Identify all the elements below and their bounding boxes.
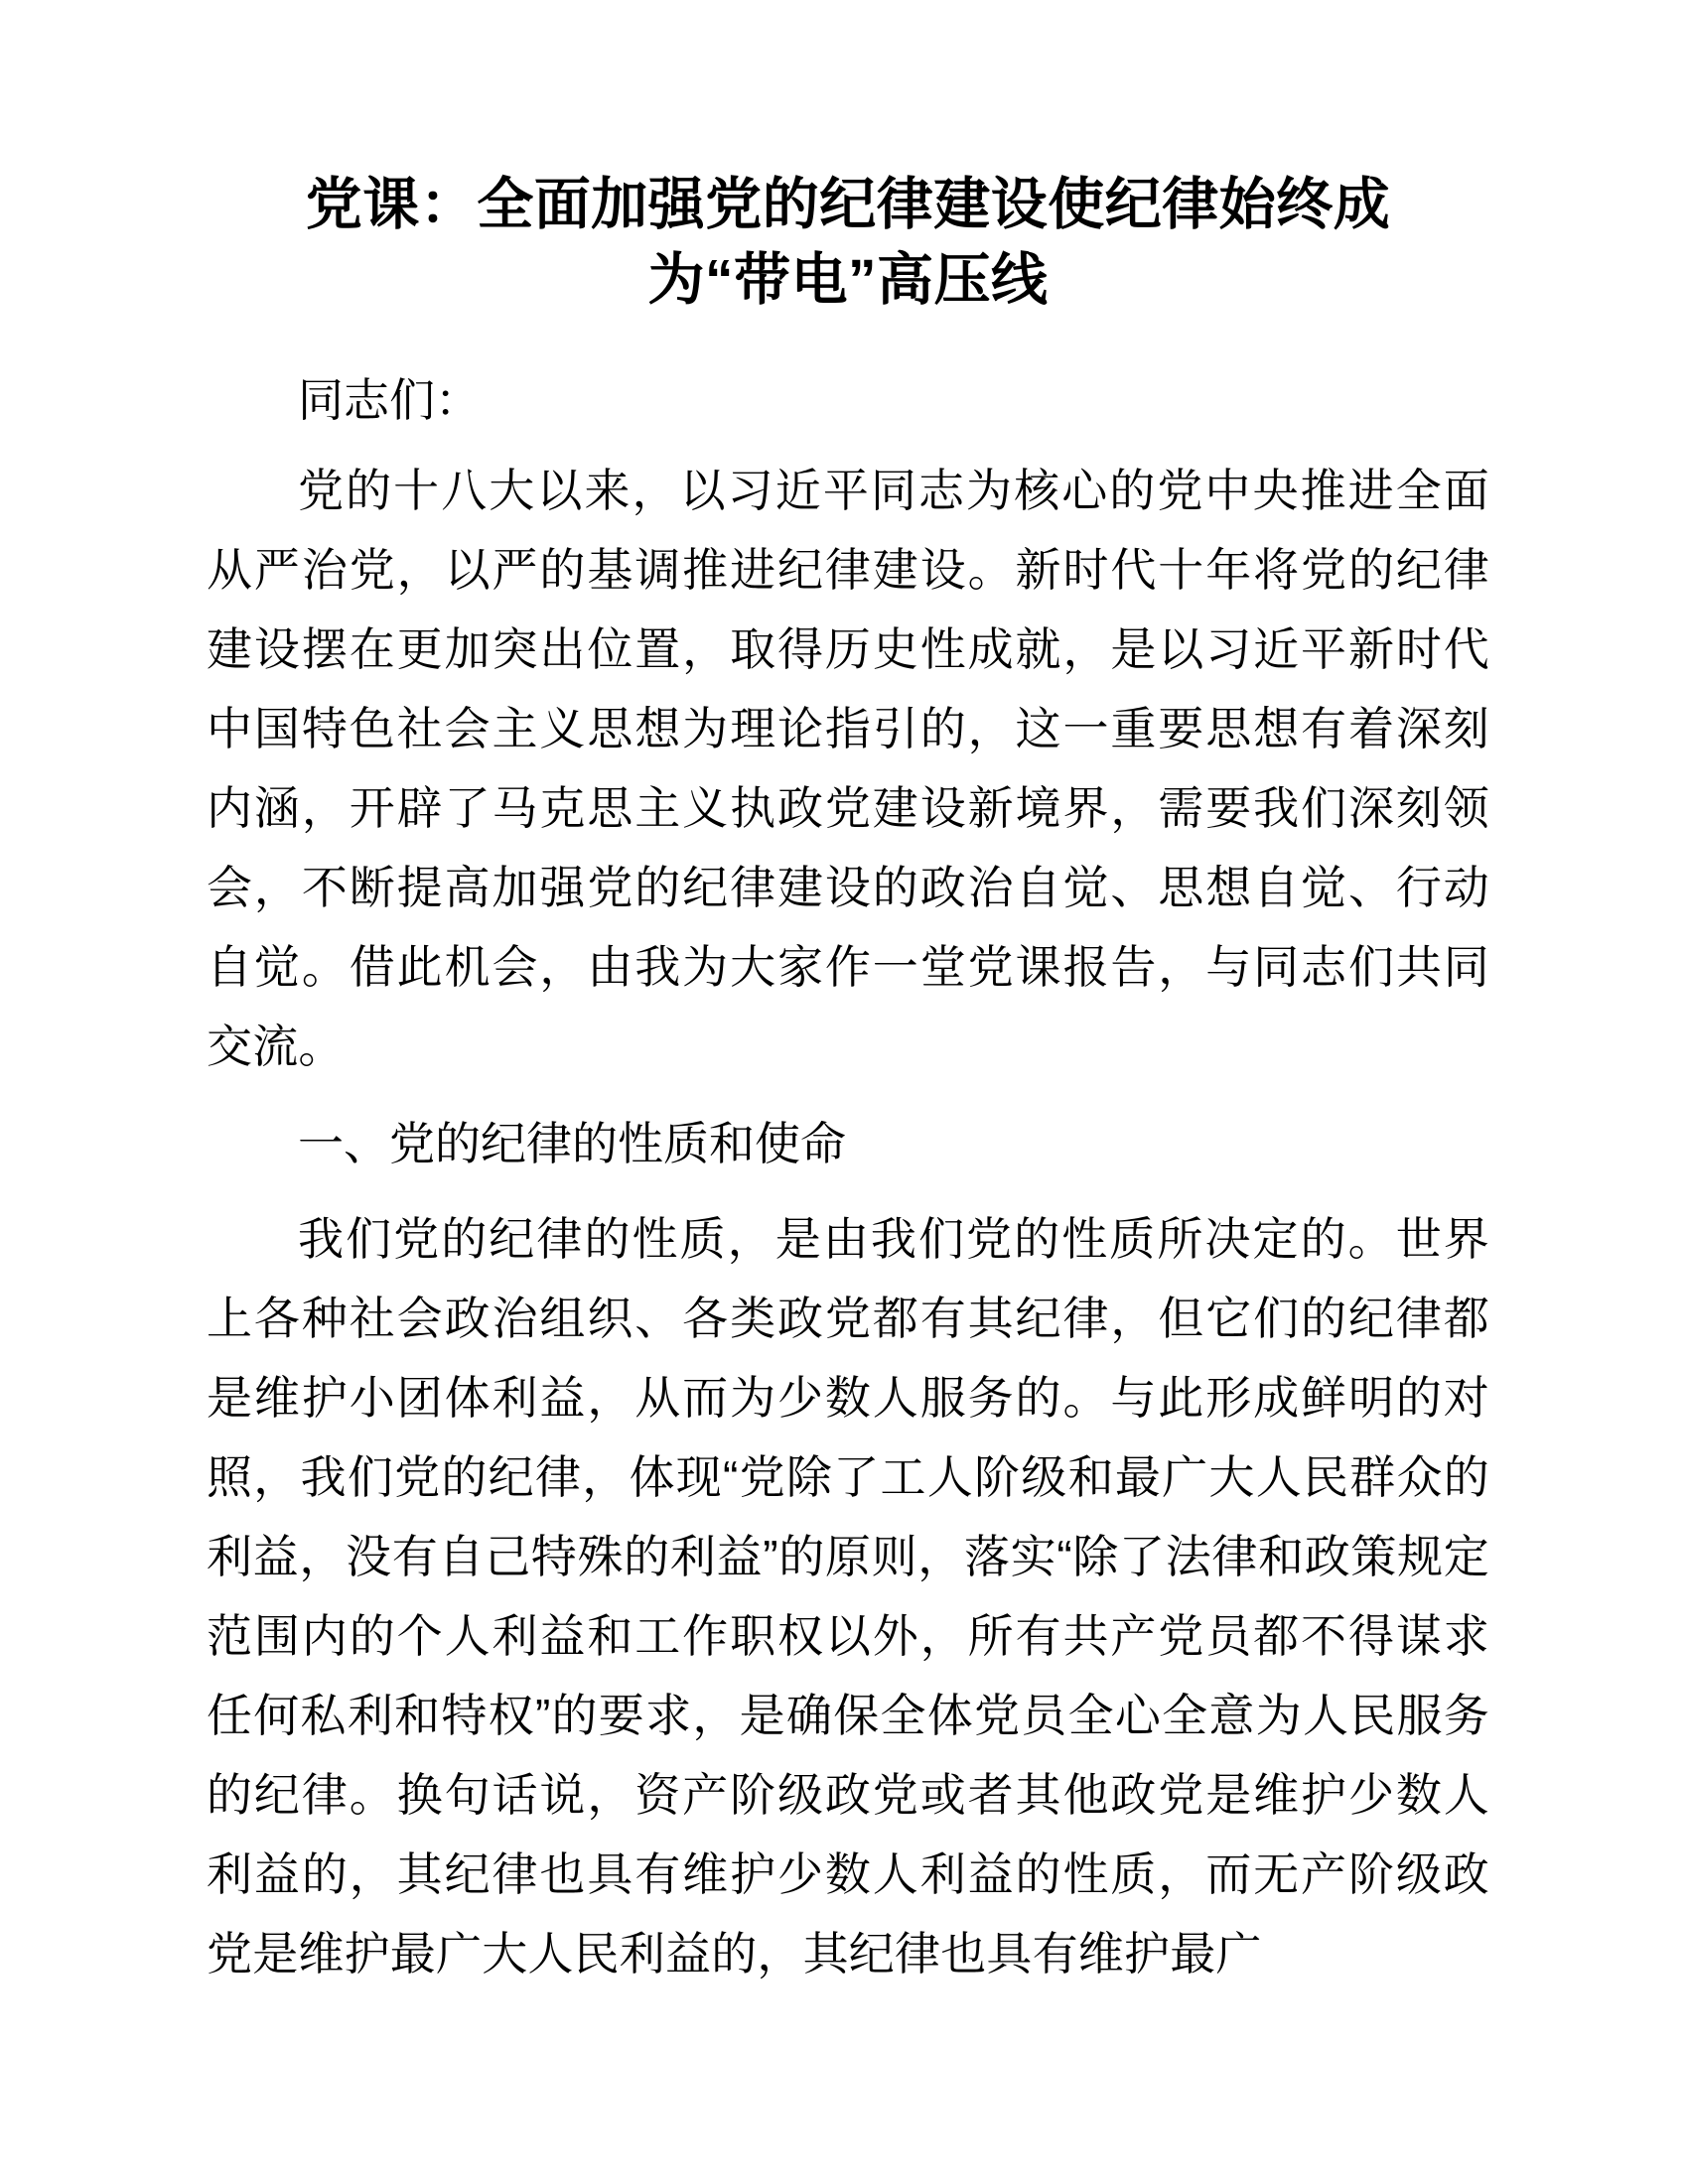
document-title [207,0,1489,318]
intro-block [207,435,1489,1086]
section-heading-1: 一、党的纪律的性质和使命 [298,1118,846,1169]
page-content-area [207,0,1489,1993]
paragraph-section-1-1: 我们党的纪律的性质，是由我们党的性质所决定的。世界上各种社会政治组织、各类政党都有其纪律，但它们的纪律都是维护小团体利益，从而为少数人服务的。与此形成鲜明的对照，我们党的纪律，体现“党除了工人阶级和最广大人民群众的利益，没有自己特殊的利益”的原则，落实“除了法律和政策规定范围内的个人利益和工作职权以外，所有共产党员都不得谋求任何私利和特权”的要求，是确保全体党员全心全意为人民服务的纪律。换句话说，资产阶级政党或者其他政党是维护少数人利益的，其纪律也具有维护少数人利益的性质，而无产阶级政党是维护最广大人民利益的，其纪律也具有维护最广 [207,1213,1489,1979]
salutation: 同志们： [298,374,481,426]
paragraph-intro: 党的十八大以来，以习近平同志为核心的党中央推进全面从严治党，以严的基调推进纪律建设。新时代十年将党的纪律建设摆在更加突出位置，取得历史性成就，是以习近平新时代中国特色社会主义思想为理论指引的，这一重要思想有着深刻内涵，开辟了马克思主义执政党建设新境界，需要我们深刻领会，不断提高加强党的纪律建设的政治自觉、思想自觉、行动自觉。借此机会，由我为大家作一堂党课报告，与同志们共同交流。 [207,465,1489,1072]
document-title-line-2: 为“带电”高压线 [647,248,1049,312]
document-title-line-1: 党课：全面加强党的纪律建设使纪律始终成 [305,173,1391,236]
section-1-block [207,1086,1489,1993]
